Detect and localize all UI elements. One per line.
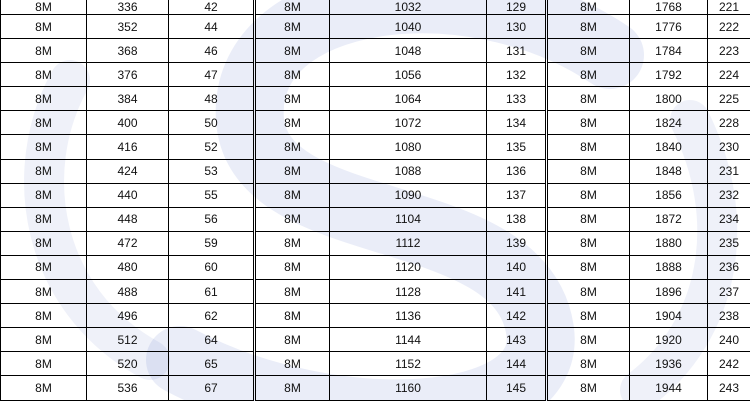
cell-length: 1904	[630, 304, 708, 328]
cell-teeth: 243	[708, 376, 750, 400]
cell-teeth: 53	[169, 159, 255, 183]
cell-type: 8M	[255, 231, 330, 255]
cell-teeth: 131	[487, 39, 547, 63]
cell-type: 8M	[255, 376, 330, 400]
table-row	[1, 87, 750, 111]
cell-type: 8M	[1, 231, 87, 255]
cell-teeth: 42	[169, 0, 255, 15]
cell-length: 1120	[330, 255, 487, 279]
cell-length: 1840	[630, 135, 708, 159]
cell-length: 512	[87, 328, 169, 352]
cell-length: 520	[87, 352, 169, 376]
cell-teeth: 234	[708, 207, 750, 231]
cell-length: 1080	[330, 135, 487, 159]
cell-length: 1048	[330, 39, 487, 63]
cell-length: 1824	[630, 111, 708, 135]
cell-type: 8M	[1, 0, 87, 15]
cell-length: 1872	[630, 207, 708, 231]
cell-type: 8M	[1, 159, 87, 183]
table-row	[1, 15, 750, 39]
cell-length: 1090	[330, 183, 487, 207]
cell-length: 1800	[630, 87, 708, 111]
cell-type: 8M	[547, 87, 630, 111]
cell-length: 448	[87, 207, 169, 231]
cell-teeth: 135	[487, 135, 547, 159]
cell-teeth: 228	[708, 111, 750, 135]
cell-length: 488	[87, 280, 169, 304]
cell-length: 424	[87, 159, 169, 183]
cell-teeth: 130	[487, 15, 547, 39]
cell-type: 8M	[255, 183, 330, 207]
cell-type: 8M	[547, 255, 630, 279]
cell-type: 8M	[255, 207, 330, 231]
cell-type: 8M	[1, 376, 87, 400]
cell-teeth: 61	[169, 280, 255, 304]
cell-type: 8M	[1, 183, 87, 207]
cell-teeth: 64	[169, 328, 255, 352]
cell-teeth: 50	[169, 111, 255, 135]
cell-type: 8M	[255, 39, 330, 63]
cell-teeth: 133	[487, 87, 547, 111]
table-row	[1, 183, 750, 207]
cell-length: 1112	[330, 231, 487, 255]
cell-length: 472	[87, 231, 169, 255]
cell-type: 8M	[547, 183, 630, 207]
cell-length: 1888	[630, 255, 708, 279]
cell-type: 8M	[1, 352, 87, 376]
cell-teeth: 141	[487, 280, 547, 304]
cell-length: 1776	[630, 15, 708, 39]
cell-teeth: 144	[487, 352, 547, 376]
cell-type: 8M	[547, 63, 630, 87]
cell-teeth: 139	[487, 231, 547, 255]
cell-type: 8M	[1, 207, 87, 231]
cell-teeth: 140	[487, 255, 547, 279]
cell-length: 1792	[630, 63, 708, 87]
cell-type: 8M	[547, 376, 630, 400]
cell-type: 8M	[255, 0, 330, 15]
cell-length: 536	[87, 376, 169, 400]
cell-teeth: 44	[169, 15, 255, 39]
cell-length: 1920	[630, 328, 708, 352]
cell-teeth: 222	[708, 15, 750, 39]
cell-length: 368	[87, 39, 169, 63]
cell-type: 8M	[255, 135, 330, 159]
cell-length: 1032	[330, 0, 487, 15]
cell-teeth: 145	[487, 376, 547, 400]
cell-type: 8M	[255, 255, 330, 279]
cell-length: 352	[87, 15, 169, 39]
cell-length: 1088	[330, 159, 487, 183]
table-row	[1, 63, 750, 87]
cell-teeth: 60	[169, 255, 255, 279]
table-row	[1, 280, 750, 304]
cell-teeth: 46	[169, 39, 255, 63]
cell-teeth: 67	[169, 376, 255, 400]
cell-teeth: 52	[169, 135, 255, 159]
cell-type: 8M	[547, 352, 630, 376]
table-row	[1, 39, 750, 63]
cell-teeth: 55	[169, 183, 255, 207]
cell-teeth: 240	[708, 328, 750, 352]
cell-length: 1040	[330, 15, 487, 39]
cell-teeth: 242	[708, 352, 750, 376]
cell-type: 8M	[255, 280, 330, 304]
cell-teeth: 56	[169, 207, 255, 231]
cell-type: 8M	[547, 111, 630, 135]
cell-teeth: 132	[487, 63, 547, 87]
cell-type: 8M	[547, 0, 630, 15]
cell-length: 1848	[630, 159, 708, 183]
cell-type: 8M	[547, 15, 630, 39]
cell-type: 8M	[1, 135, 87, 159]
cell-teeth: 230	[708, 135, 750, 159]
table-row	[1, 255, 750, 279]
cell-teeth: 237	[708, 280, 750, 304]
cell-type: 8M	[547, 39, 630, 63]
cell-type: 8M	[1, 15, 87, 39]
cell-teeth: 232	[708, 183, 750, 207]
cell-type: 8M	[1, 280, 87, 304]
cell-length: 1856	[630, 183, 708, 207]
cell-type: 8M	[255, 15, 330, 39]
cell-teeth: 134	[487, 111, 547, 135]
cell-length: 1072	[330, 111, 487, 135]
cell-teeth: 137	[487, 183, 547, 207]
cell-length: 480	[87, 255, 169, 279]
cell-length: 376	[87, 63, 169, 87]
cell-length: 1880	[630, 231, 708, 255]
cell-length: 384	[87, 87, 169, 111]
cell-teeth: 65	[169, 352, 255, 376]
cell-type: 8M	[547, 207, 630, 231]
cell-teeth: 225	[708, 87, 750, 111]
cell-teeth: 48	[169, 87, 255, 111]
cell-length: 416	[87, 135, 169, 159]
cell-type: 8M	[547, 231, 630, 255]
cell-type: 8M	[1, 255, 87, 279]
table-body	[1, 0, 750, 400]
cell-length: 400	[87, 111, 169, 135]
cell-type: 8M	[255, 304, 330, 328]
cell-length: 1064	[330, 87, 487, 111]
cell-type: 8M	[255, 328, 330, 352]
cell-length: 336	[87, 0, 169, 15]
cell-teeth: 223	[708, 39, 750, 63]
cell-type: 8M	[547, 135, 630, 159]
cell-type: 8M	[255, 63, 330, 87]
cell-teeth: 231	[708, 159, 750, 183]
cell-length: 1944	[630, 376, 708, 400]
cell-type: 8M	[547, 328, 630, 352]
cell-length: 1896	[630, 280, 708, 304]
cell-type: 8M	[1, 328, 87, 352]
cell-type: 8M	[1, 304, 87, 328]
cell-teeth: 235	[708, 231, 750, 255]
cell-type: 8M	[547, 304, 630, 328]
cell-teeth: 236	[708, 255, 750, 279]
cell-length: 1768	[630, 0, 708, 15]
table-row	[1, 376, 750, 400]
table-row	[1, 352, 750, 376]
table-row	[1, 304, 750, 328]
cell-length: 1160	[330, 376, 487, 400]
cell-teeth: 238	[708, 304, 750, 328]
cell-teeth: 224	[708, 63, 750, 87]
cell-type: 8M	[1, 87, 87, 111]
table-row	[1, 328, 750, 352]
cell-length: 1936	[630, 352, 708, 376]
cell-type: 8M	[1, 111, 87, 135]
cell-teeth: 142	[487, 304, 547, 328]
cell-type: 8M	[547, 159, 630, 183]
cell-length: 1128	[330, 280, 487, 304]
table-row	[1, 207, 750, 231]
table-row	[1, 0, 750, 15]
cell-teeth: 62	[169, 304, 255, 328]
cell-teeth: 47	[169, 63, 255, 87]
table-row	[1, 159, 750, 183]
cell-teeth: 221	[708, 0, 750, 15]
cell-teeth: 59	[169, 231, 255, 255]
cell-length: 440	[87, 183, 169, 207]
cell-type: 8M	[255, 111, 330, 135]
cell-type: 8M	[255, 87, 330, 111]
cell-length: 1056	[330, 63, 487, 87]
cell-length: 1784	[630, 39, 708, 63]
cell-length: 496	[87, 304, 169, 328]
cell-teeth: 129	[487, 0, 547, 15]
table-row	[1, 135, 750, 159]
cell-type: 8M	[255, 159, 330, 183]
cell-type: 8M	[547, 280, 630, 304]
cell-teeth: 143	[487, 328, 547, 352]
table-row	[1, 111, 750, 135]
cell-length: 1144	[330, 328, 487, 352]
cell-teeth: 138	[487, 207, 547, 231]
cell-type: 8M	[1, 63, 87, 87]
cell-teeth: 136	[487, 159, 547, 183]
cell-type: 8M	[1, 39, 87, 63]
cell-type: 8M	[255, 352, 330, 376]
cell-length: 1152	[330, 352, 487, 376]
table-row	[1, 231, 750, 255]
cell-length: 1104	[330, 207, 487, 231]
cell-length: 1136	[330, 304, 487, 328]
